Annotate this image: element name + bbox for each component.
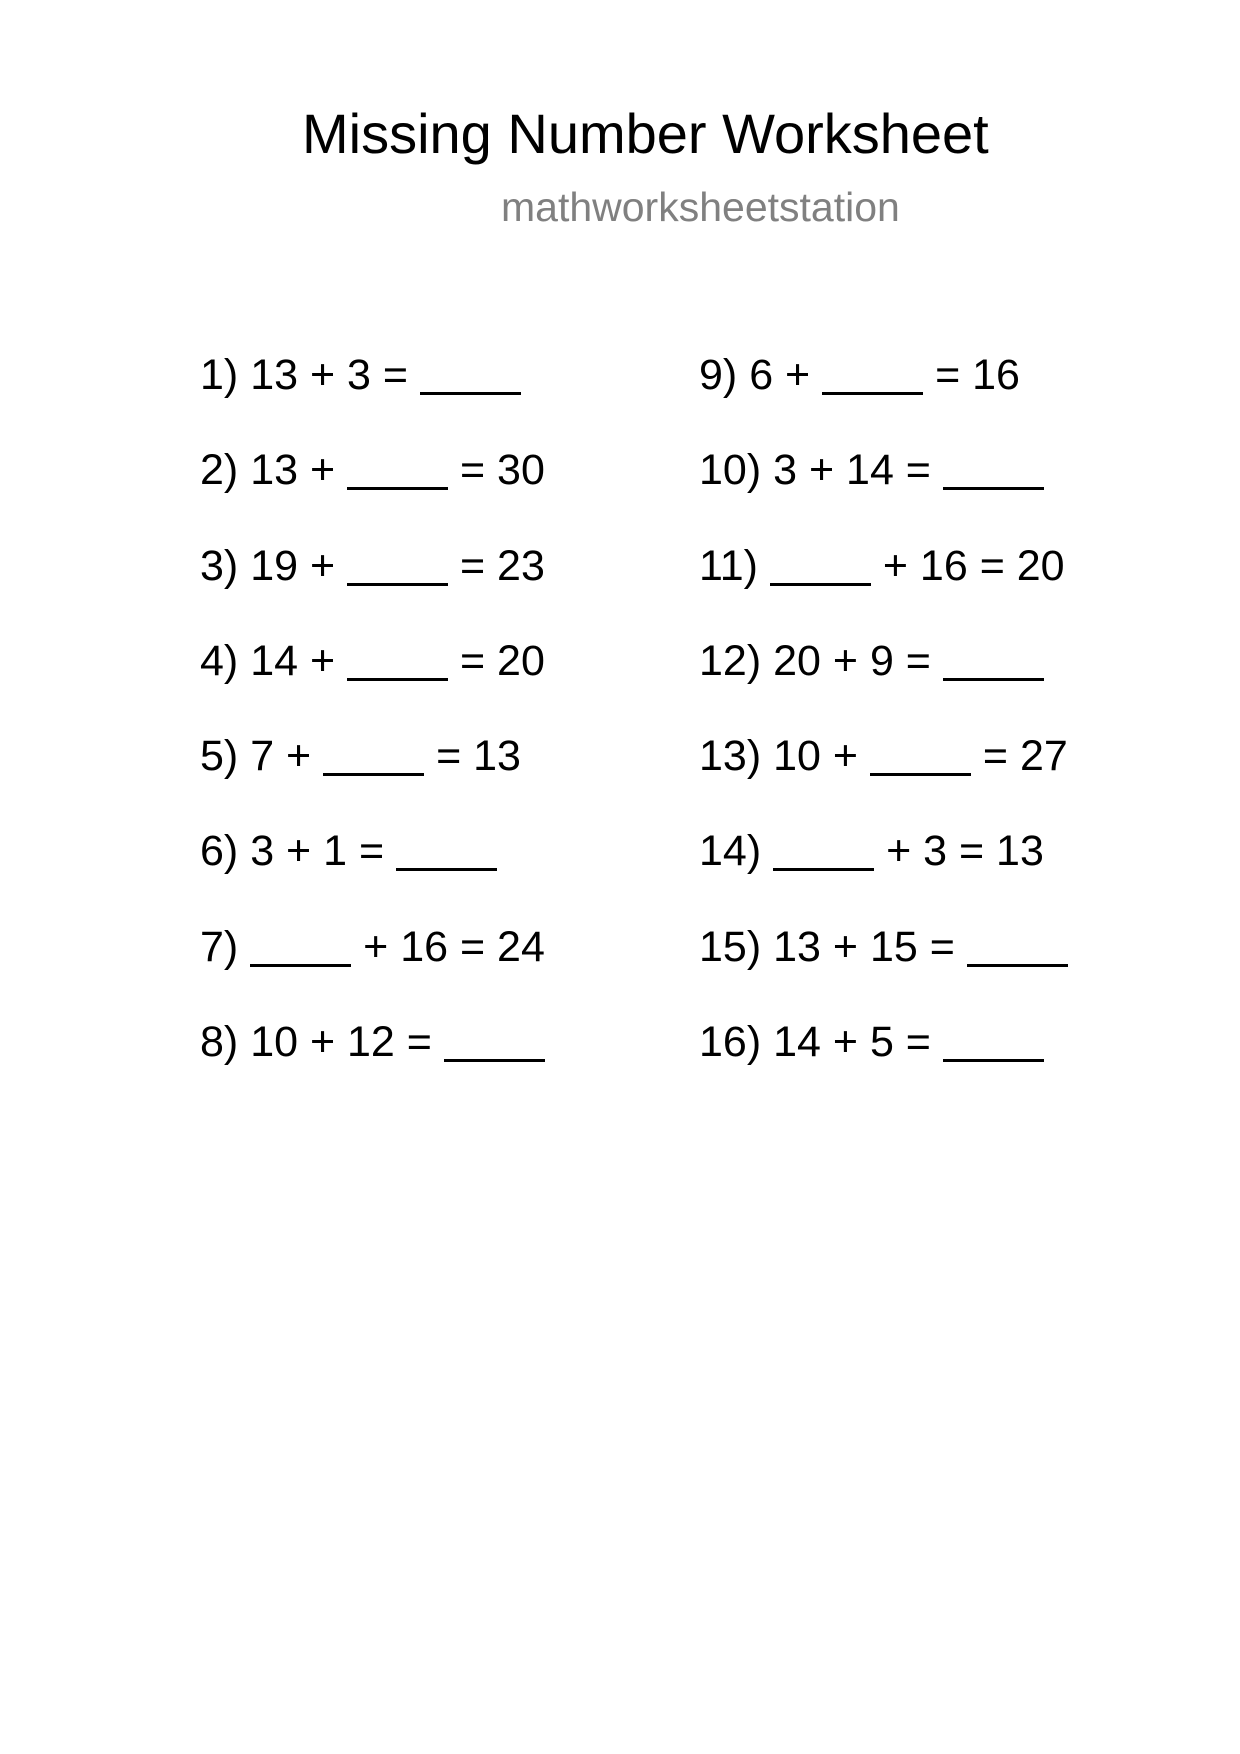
problem-item (699, 821, 1068, 916)
problem-number: 11) (699, 541, 758, 590)
problem-number: 14) (699, 827, 762, 876)
problem-expression: 20 + 9 = (773, 636, 931, 685)
problem-expression: 7 + (250, 732, 312, 781)
problem-expression: 19 + (250, 541, 336, 590)
problem-expression: 13 + 3 = (250, 351, 408, 399)
problem-item (200, 536, 545, 631)
problem-expression: 10 + (773, 732, 858, 781)
answer-blank[interactable] (323, 728, 424, 776)
answer-blank[interactable] (943, 1014, 1044, 1062)
worksheet-source: mathworksheetstation (501, 184, 900, 230)
problems-column-right (699, 345, 1068, 1107)
problem-number: 16) (699, 1018, 762, 1067)
answer-blank[interactable] (773, 823, 874, 871)
problem-expression: 13 + 15 = (773, 922, 955, 971)
problem-number: 7) (200, 922, 239, 971)
problem-expression: + 3 = 13 (886, 827, 1044, 876)
answer-blank[interactable] (347, 442, 448, 490)
problem-item (200, 440, 545, 535)
problem-expression: 14 + 5 = (773, 1018, 931, 1067)
problem-item (699, 726, 1068, 821)
problem-number: 15) (699, 922, 762, 971)
problem-item (200, 345, 545, 440)
problem-number: 12) (699, 636, 762, 685)
problem-item (699, 345, 1068, 440)
problem-number: 10) (699, 446, 762, 495)
answer-blank[interactable] (822, 347, 923, 395)
problem-item (200, 726, 545, 821)
problem-expression: 14 + (250, 636, 336, 685)
problems-column-left (200, 345, 545, 1107)
problem-expression: + 16 = 20 (882, 541, 1065, 590)
problem-item (699, 440, 1068, 535)
problem-number: 13) (699, 732, 762, 781)
problem-expression: 13 + (250, 446, 336, 495)
problem-expression: = 27 (982, 732, 1068, 781)
problem-expression: 10 + 12 = (250, 1018, 432, 1067)
answer-blank[interactable] (420, 347, 521, 395)
problem-expression: = 23 (459, 541, 545, 590)
answer-blank[interactable] (444, 1014, 545, 1062)
answer-blank[interactable] (396, 823, 497, 871)
problem-expression: = 20 (459, 636, 545, 685)
problem-expression: + 16 = 24 (363, 922, 545, 971)
answer-blank[interactable] (347, 538, 448, 586)
problem-item (699, 917, 1068, 1012)
problem-expression: = 13 (436, 732, 521, 781)
problem-expression: 3 + 14 = (773, 446, 931, 495)
problem-item (200, 1012, 545, 1107)
problem-number: 9) (699, 351, 738, 399)
problem-expression: = 16 (935, 351, 1020, 399)
worksheet-title: Missing Number Worksheet (302, 102, 989, 165)
problem-expression: 6 + (749, 351, 811, 399)
problem-item (200, 631, 545, 726)
problem-item (200, 821, 545, 916)
answer-blank[interactable] (250, 919, 351, 967)
problem-number: 5) (200, 732, 239, 781)
problem-number: 4) (200, 636, 239, 685)
answer-blank[interactable] (967, 919, 1068, 967)
problem-expression: 3 + 1 = (250, 827, 385, 876)
problem-number: 8) (200, 1018, 239, 1067)
problem-number: 6) (200, 827, 239, 876)
problem-number: 2) (200, 446, 239, 495)
answer-blank[interactable] (770, 538, 871, 586)
problem-item (699, 536, 1068, 631)
problem-number: 3) (200, 541, 239, 590)
answer-blank[interactable] (943, 633, 1044, 681)
problem-item (699, 631, 1068, 726)
answer-blank[interactable] (870, 728, 971, 776)
answer-blank[interactable] (347, 633, 448, 681)
problem-expression: = 30 (459, 446, 545, 495)
answer-blank[interactable] (943, 442, 1044, 490)
problem-number: 1) (200, 351, 239, 399)
problem-item (699, 1012, 1068, 1107)
problem-item (200, 917, 545, 1012)
